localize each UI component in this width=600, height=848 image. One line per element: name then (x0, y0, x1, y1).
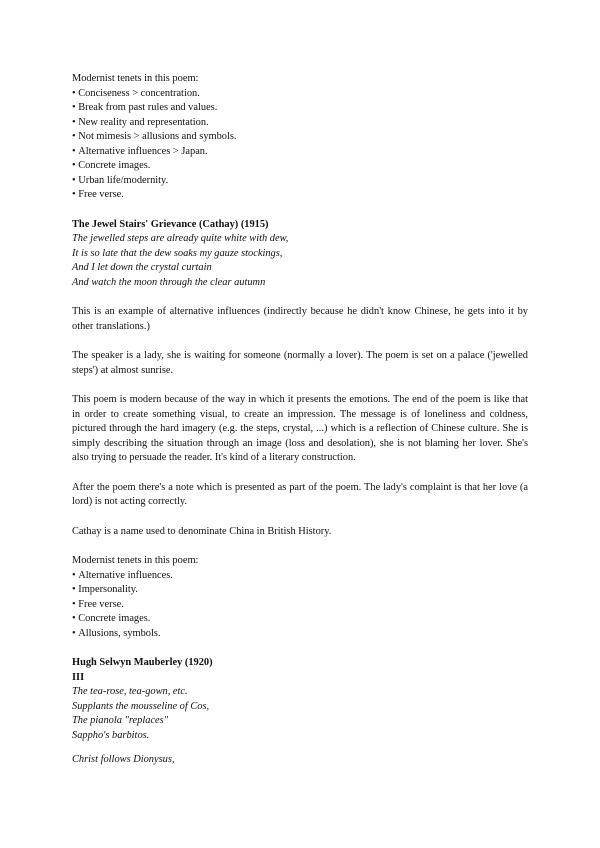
list-item: • Allusions, symbols. (72, 627, 528, 642)
list-item: • Conciseness > concentration. (72, 87, 528, 102)
list-item: • Concrete images. (72, 159, 528, 174)
list-item: • Alternative influences > Japan. (72, 145, 528, 160)
list-item: • New reality and representation. (72, 116, 528, 131)
poem-line: Sappho's barbitos. (72, 729, 150, 741)
poem-line: And I let down the crystal curtain (72, 262, 212, 273)
tenets-intro: Modernist tenets in this poem: (72, 73, 199, 84)
list-item: • Concrete images. (72, 612, 528, 627)
poem-title: Hugh Selwyn Mauberley (1920) (72, 657, 213, 668)
list-item: • Urban life/modernity. (72, 174, 528, 189)
list-item: • Not mimesis > allusions and symbols. (72, 130, 528, 145)
list-item: • Free verse. (72, 188, 528, 203)
list-item: • Impersonality. (72, 583, 528, 598)
poem-line: Christ follows Dionysus, (72, 754, 175, 765)
poem-line: The tea-rose, tea-gown, etc. (72, 686, 188, 697)
poem-line: The jewelled steps are already quite white with dew, (72, 233, 289, 244)
poem-text (72, 232, 528, 290)
paragraph: After the poem there's a note which is presented as part of the poem. The lady's complaint is that her love (a lord) is not acting correctly. (72, 481, 528, 507)
poem-line: And watch the moon through the clear autumn (72, 276, 266, 288)
paragraph: This poem is modern because of the way in which it presents the emotions. The end of the poem is like that in order to create something visual, to create an impression. The message is of loneliness and coldness, pictured through the hard imagery (e.g. the steps, crystal, ...) which is a reflection of Chinese culture. She is simply describing the situation through an image (loss and desolation), she is not blaming her lover. She's also trying to persuade the reader. It's kind of a literary construction. (72, 394, 528, 463)
poem-title: The Jewel Stairs' Grievance (Cathay) (1915) (72, 218, 269, 230)
tenets-list (72, 87, 528, 203)
paragraph: The speaker is a lady, she is waiting for someone (normally a lover). The poem is set on a palace ('jewelled steps') at almost sunrise. (72, 350, 528, 376)
paragraph: This is an example of alternative influences (indirectly because he didn't know Chinese, he gets into it by other translations.) (72, 306, 528, 332)
poem-line: It is so late that the dew soaks my gauze stockings, (72, 247, 283, 259)
poem-line: The pianola "replaces" (72, 715, 169, 726)
paragraph: Cathay is a name used to denominate China in British History. (72, 525, 332, 537)
tenets-list (72, 569, 528, 642)
tenets-intro: Modernist tenets in this poem: (72, 555, 199, 566)
list-item: • Break from past rules and values. (72, 101, 528, 116)
list-item: • Free verse. (72, 598, 528, 613)
poem-section-number: III (72, 671, 85, 683)
list-item: • Alternative influences. (72, 569, 528, 584)
document-page (72, 72, 528, 768)
poem-line: Supplants the mousseline of Cos, (72, 700, 210, 712)
poem-text (72, 685, 528, 768)
